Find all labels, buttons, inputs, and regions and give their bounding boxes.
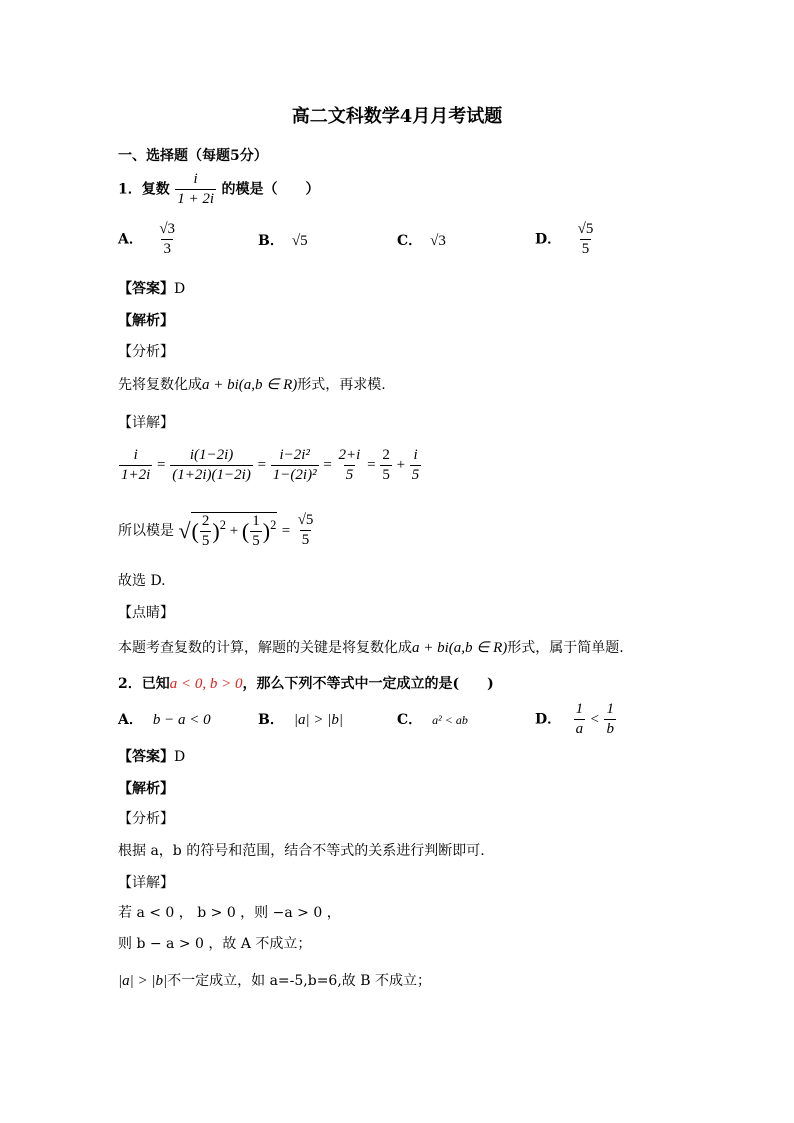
xiangjie-tag: 【详解】 xyxy=(118,415,174,431)
question-prefix: 复数 xyxy=(141,181,170,198)
analysis-tag: 【解析】 xyxy=(118,313,174,329)
solution-steps: $\frac{i}{1+2i}$ = $\frac{i(1-2i)}{(1+2i)(1-2i)}$ = $\frac{\text{i−2i²}}{\text{1−(2i)²}}$ = $\frac{2+i}{5}$ = $\frac{2}{5}$ + $\frac{i}{5}$ xyxy=(121,447,420,483)
q2-xiangjie-tag: 【详解】 xyxy=(118,875,174,891)
question-1 xyxy=(118,172,319,207)
q2-analysis-tag: 【解析】 xyxy=(118,781,174,797)
page-title: 高二文科数学4月月考试题 xyxy=(291,106,503,127)
q2-line-2: 则 b − a > 0 ，故 A 不成立； xyxy=(118,936,312,952)
answer-line: 【答案】D xyxy=(118,281,186,297)
question-number: 1． xyxy=(118,181,142,198)
conclusion: 故选 D. xyxy=(118,573,166,589)
q2-option-a: A． b − a < 0 xyxy=(118,712,211,728)
q2-answer-line: 【答案】D xyxy=(118,749,186,765)
option-c: C． √3 xyxy=(397,233,446,249)
option-a: A． $\frac{√3}{3}$ xyxy=(118,221,176,257)
question-2: 2．已知a < 0, b > 0，那么下列不等式中一定成立的是( ) xyxy=(118,676,494,692)
dianjing-text: 本题考查复数的计算，解题的关键是将复数化成a + bi(a,b ∈ R)形式，属于简单题. xyxy=(118,640,624,656)
q2-line-1: 若 a < 0 ， b > 0 ，则 −a > 0 ， xyxy=(118,905,341,921)
option-b: B． √5 xyxy=(258,233,308,249)
option-d: D． $\frac{√5}{5}$ xyxy=(535,221,594,257)
q2-option-d: D． $\frac{1}{a}$ < $\frac{1}{b}$ xyxy=(535,701,614,737)
fenxi-tag: 【分析】 xyxy=(118,344,174,360)
question-fraction: $\frac{i}{1 + 2i}$ xyxy=(177,171,214,207)
q2-option-b: B． |a| > |b| xyxy=(258,712,343,728)
q2-fenxi-tag: 【分析】 xyxy=(118,811,174,827)
q2-fenxi-text: 根据 a，b 的符号和范围，结合不等式的关系进行判断即可. xyxy=(118,843,485,859)
question-condition: a < 0, b > 0 xyxy=(169,676,243,692)
modulus-line: 所以模是 √( $\frac{2}{5}$ )$^2$ + ( $\frac{1}{5}$ )$^2$ = $\frac{√5}{5}$ xyxy=(118,512,314,549)
q2-option-c: C． a² < ab xyxy=(397,712,468,728)
q2-line-3: |a| > |b|不一定成立，如 a=-5,b=6,故 B 不成立； xyxy=(118,973,431,989)
section-heading: 一、选择题（每题5分） xyxy=(118,148,268,164)
question-suffix: 的模是（ ） xyxy=(221,181,320,198)
dianjing-tag: 【点睛】 xyxy=(118,605,174,621)
fenxi-text: 先将复数化成a + bi(a,b ∈ R)形式，再求模. xyxy=(118,377,386,393)
